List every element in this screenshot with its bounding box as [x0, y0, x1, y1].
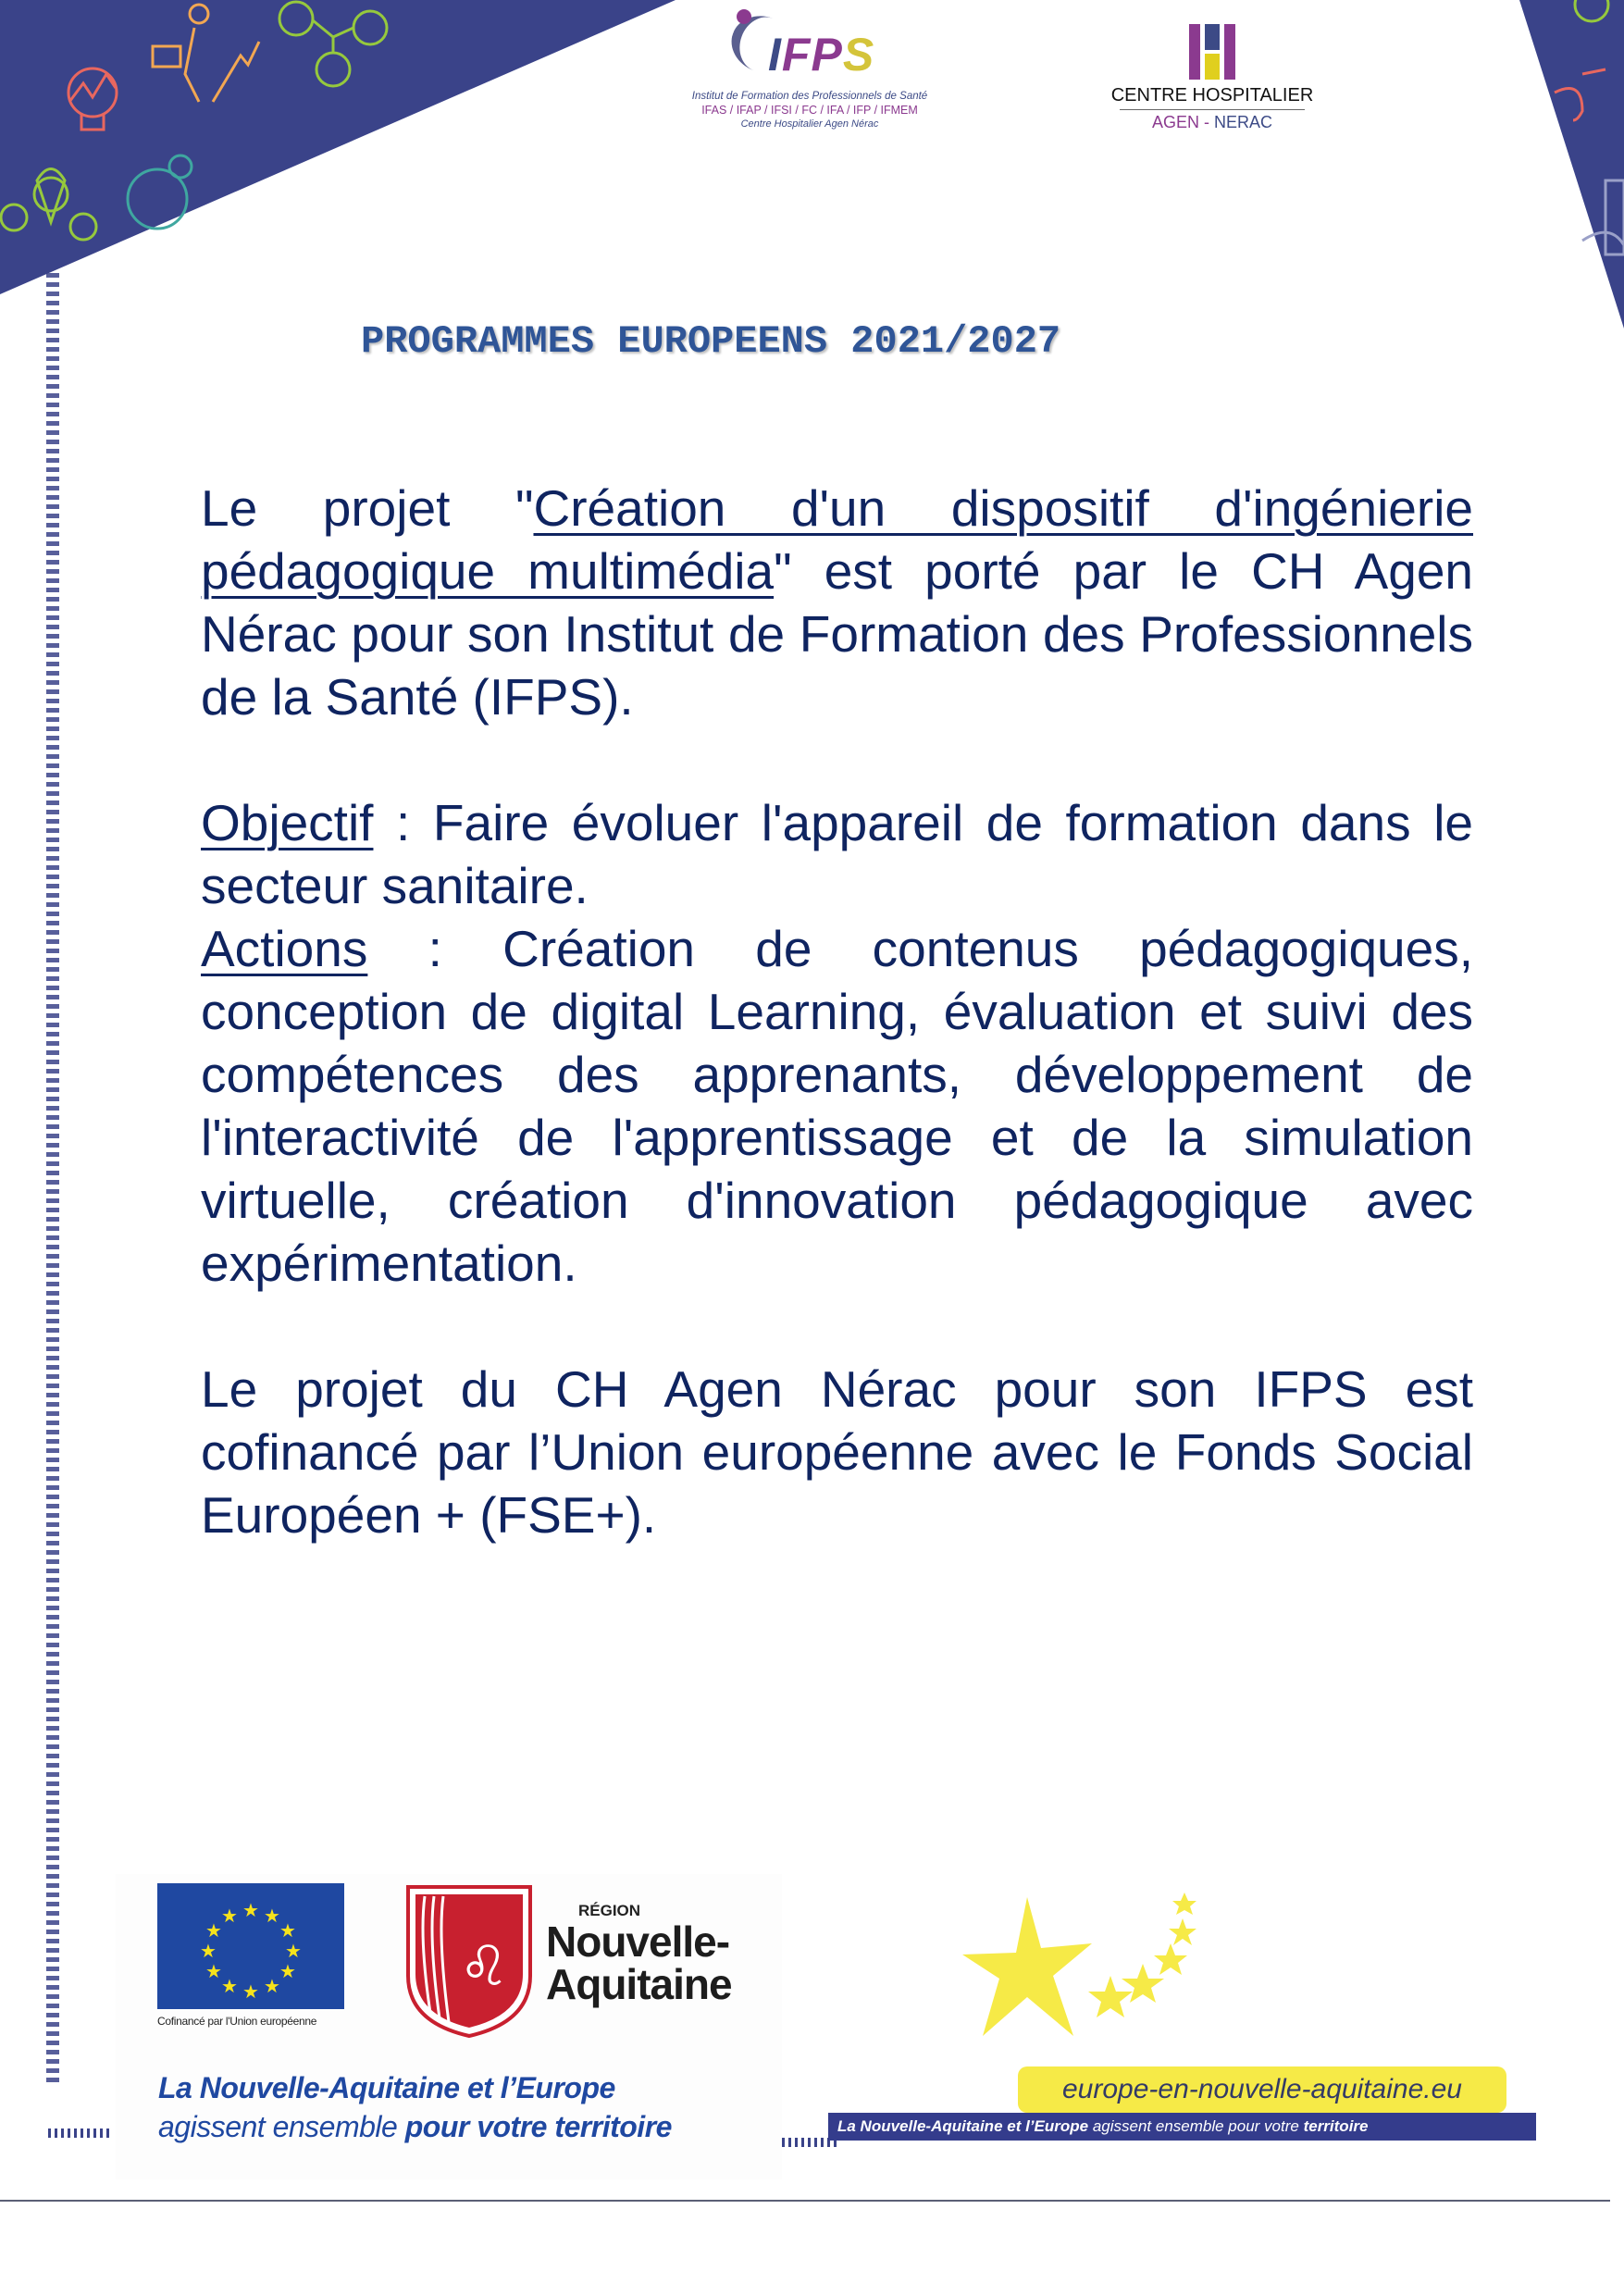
- paragraph-project: Le projet "Création d'un dispositif d'ingénierie pédagogique multimédia" est porté par le CH Agen Nérac pour son Institut de Formation des Professionnels de la Santé (IFPS).: [201, 479, 1474, 726]
- centre-hospitalier-logo: [1092, 19, 1333, 139]
- region-shield-icon: [404, 1883, 534, 2039]
- svg-text:★: ★: [285, 1940, 302, 1962]
- tagline-line1: La Nouvelle-Aquitaine et l’Europe: [158, 2071, 615, 2104]
- svg-text:★: ★: [205, 1919, 222, 1942]
- ch-divider: [1120, 109, 1305, 110]
- footer-strapline: La Nouvelle-Aquitaine et l’Europe agissent ensemble pour votre territoire: [828, 2113, 1536, 2141]
- region-name: Nouvelle- Aquitaine: [546, 1917, 732, 2008]
- paragraph-actions: Actions : Création de contenus pédagogiques, conception de digital Learning, évaluation et suivi des compétences des apprenants, développement de l'interactivité de l'apprentissage et de la simulation virtuelle, création d'innovation pédagogique avec expérimentation.: [201, 920, 1473, 1292]
- svg-text:★: ★: [242, 1980, 259, 2003]
- tagline-line2: agissent ensemble pour votre territoire: [158, 2110, 672, 2143]
- svg-text:★: ★: [221, 1975, 238, 1997]
- svg-text:★: ★: [264, 1975, 280, 1997]
- chevron-border-vertical: [46, 264, 59, 2082]
- eu-stars-icon: [944, 1888, 1240, 2073]
- svg-text:♌: ♌: [459, 1934, 509, 1999]
- ifps-fullname: Institut de Formation des Professionnels de Santé: [691, 91, 928, 102]
- svg-text:★: ★: [221, 1905, 238, 1927]
- ifps-schools: IFAS / IFAP / IFSI / FC / IFA / IFP / IFMEM: [701, 104, 918, 117]
- decorative-banner-left: [0, 0, 676, 296]
- svg-text:★: ★: [279, 1919, 296, 1942]
- actions-label: Actions: [201, 920, 368, 977]
- ifps-wordmark: IFPS: [768, 29, 875, 81]
- svg-text:★: ★: [200, 1940, 217, 1962]
- region-label: RÉGION: [578, 1902, 641, 1919]
- project-title: Création d'un dispositif d'ingénierie pédagogique multimédia: [201, 479, 1474, 600]
- page-title: PROGRAMMES EUROPEENS 2021/2027: [361, 319, 1061, 364]
- ifps-figure-icon: [737, 9, 751, 24]
- chevron-border-horizontal-left: [48, 2128, 113, 2138]
- website-link[interactable]: europe-en-nouvelle-aquitaine.eu: [1018, 2066, 1506, 2113]
- svg-text:★: ★: [279, 1960, 296, 1982]
- decorative-banner-right: [1453, 0, 1624, 333]
- paragraph-objectif: Objectif : Faire évoluer l'appareil de formation dans le secteur sanitaire.: [201, 794, 1473, 914]
- eu-caption: Cofinancé par l'Union européenne: [157, 2015, 317, 2028]
- objectif-label: Objectif: [201, 794, 374, 851]
- svg-text:★: ★: [205, 1960, 222, 1982]
- ifps-logo: [666, 7, 953, 142]
- eu-flag-icon: [157, 1883, 344, 2009]
- ch-h-icon: [1180, 19, 1245, 85]
- bottom-divider: [0, 2200, 1610, 2202]
- svg-text:★: ★: [242, 1899, 259, 1921]
- ch-subtitle: AGEN - NERAC: [1151, 113, 1273, 131]
- body-content: [201, 477, 1473, 1546]
- ifps-mark: [666, 7, 953, 80]
- paragraph-funding: Le projet du CH Agen Nérac pour son IFPS est cofinancé par l’Union européenne avec le Fonds Social Européen + (FSE+).: [201, 1360, 1473, 1544]
- ifps-hospital: Centre Hospitalier Agen Nérac: [740, 118, 879, 130]
- ch-title: CENTRE HOSPITALIER: [1110, 85, 1314, 105]
- svg-text:★: ★: [264, 1905, 280, 1927]
